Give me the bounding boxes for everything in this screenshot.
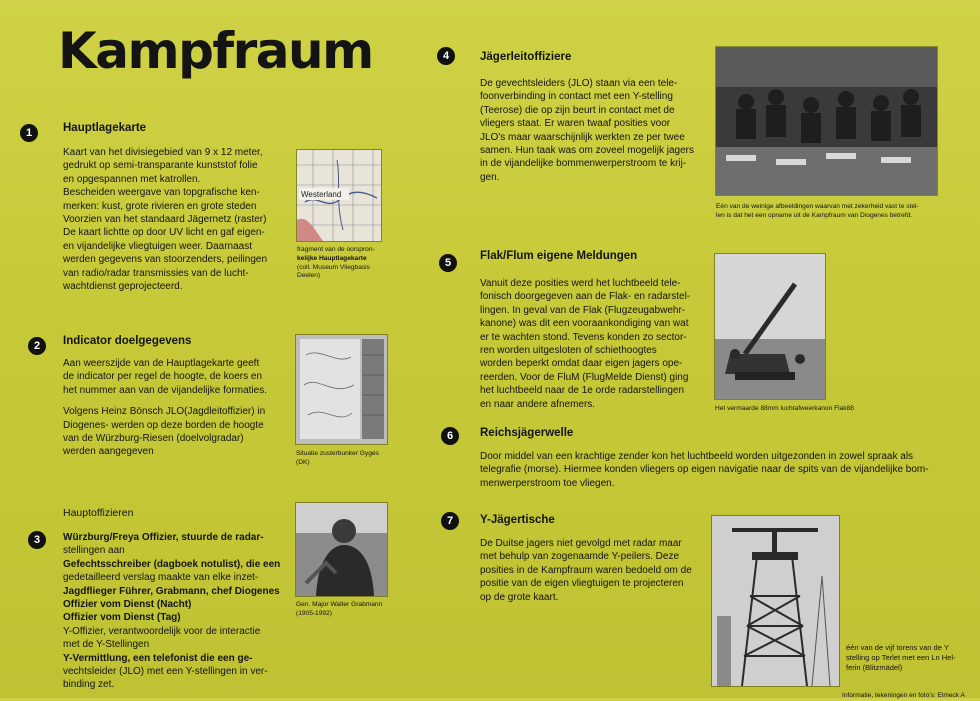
y-tower-photo — [712, 516, 839, 686]
caption-2: Situatie zusterbunker Gyges (DK) — [296, 450, 379, 466]
kampfraum-photo — [716, 47, 937, 195]
section-number-1: 1 — [20, 124, 38, 142]
section-text-1: Kaart van het divisiegebied van 9 x 12 meter, gedrukt op semi-transparante kunststof folie en opgespannen met katrollen. Bescheiden weergave van topgrafische ken- merken: kust, grote rivieren en grote steden Voorzien van het standaard Jägernetz (raster) De kaart lichtte op door UV licht en gaf eigen- en vijandelijke vliegtuigen weer. Daarnaast werden gegevens van stoorzenders, peilingen van radio/radar transmissies van de lucht- wachtdienst geprojecteerd. — [63, 147, 268, 293]
section-text-2: Aan weerszijde van de Hauptlagekarte geeft de indicator per regel de hoogte, de koers en het nummer aan van de vijandelijke formaties. Volgens Heinz Bönsch JLO(Jagdleitoffizier) in Diogenes- werden op deze borden de hoogte van de Würzburg-Riesen (doelvolgradar) werden aangegeven — [63, 358, 267, 458]
section-text-3: Würzburg/Freya Offizier, stuurde de radar- stellingen aan Gefechtsschreiber (dagboek notulist), die een gedetailleerd verslag maakte van elke inzet- Jagdflieger Führer, Grabmann, chef Diogenes Offizier vom Dienst (Nacht) Offizier vom Dienst (Tag) Y-Offizier, verantwoordelijk voor de interactie met de Y-Stellingen Y-Vermittlung, een telefonist die een ge- vechtsleider (JLO) met een Y-stellingen in ver- binding zet. — [63, 532, 281, 691]
section-number-7: 7 — [441, 512, 459, 530]
section-heading-5: Flak/Flum eigene Meldungen — [480, 250, 638, 262]
section-heading-2: Indicator doelgegevens — [63, 335, 192, 347]
section-number-3: 3 — [28, 531, 46, 549]
page-title: Kampfraum — [58, 22, 373, 80]
map-fragment-image — [297, 150, 381, 241]
section-text-5: Vanuit deze posities werd het luchtbeeld tele- fonisch doorgegeven aan de Flak- en radarstel- lingen. In geval van de Flak (Flugzeugabwehr- kanone) was dit een vooraankondiging van wat er te wachten stond. Tevens konden zo sector- ren worden uitgesloten of schiethoogtes worden beperkt omdat daar eigen jagers ope- reerden. Voor de FluM (FlugMelde Dienst) ging het luchtbeeld naar de 1e orde radarstellingen en naar andere afnemers. — [480, 278, 691, 410]
caption-5: Het vermaarde 88mm luchtafweerkanon Flak88 — [715, 405, 854, 412]
operations-room-image — [716, 47, 937, 195]
grabmann-photo — [296, 503, 387, 596]
section-text-4: De gevechtsleiders (JLO) staan via een tele- foonverbinding in contact met een Y-stelling (Teerose) die op zijn beurt in contact met de vliegers staat. Er waren twaaf posities voor JLO's maar waarschijnlijk werkten ze per twee samen. Hun taak was om zoveel mogelijk jagers in de vijandelijke bommenwerperstroom te krij- gen. — [480, 78, 694, 183]
section-number-6: 6 — [441, 427, 459, 445]
section-heading-7: Y-Jägertische — [480, 514, 555, 526]
flak88-photo — [715, 254, 825, 399]
bunker-map-image — [296, 335, 387, 444]
tower-image — [712, 516, 839, 686]
section-text-6: Door middel van een krachtige zender kon het luchtbeeld worden uitgezonden in zowel spraak als telegrafie (morse). Hiermee konden vliegers op eigen navigatie naar de spits van de vijandelijke bom- menwerperstroom toe vliegen. — [480, 451, 929, 489]
caption-4: Eén van de weinige afbeeldingen waarvan met zekerheid vast te stel- len is dat het een opname uit de Kampfraum van Diogenes betrefd. — [716, 203, 919, 219]
section-heading-6: Reichsjägerwelle — [480, 427, 574, 439]
indicator-photo — [296, 335, 387, 444]
section-heading-1: Hauptlagekarte — [63, 122, 147, 134]
section-text-7: De Duitse jagers niet gevolgd met radar maar met behulp van zogenaamde Y-peilers. Deze posities in de Kampfraum waren bedoeld om de positie van de eigen vliegtuigen te projecteren op de grote kaart. — [480, 538, 692, 603]
section-subheading-3: Hauptoffizieren — [63, 507, 134, 519]
caption-1: fragment van de oorspron- kelijke Hauptlagekarte (coll. Museum Vliegbasis Deelen) — [297, 246, 375, 280]
section-number-4: 4 — [437, 47, 455, 65]
caption-3: Gen. Major Walter Grabmann (1905-1992) — [296, 601, 383, 617]
footer-credits: Informatie, tekeningen en foto's: Elmeck A — [842, 692, 965, 699]
portrait-image — [296, 503, 387, 596]
flak-gun-image — [715, 254, 825, 399]
section-number-2: 2 — [28, 337, 46, 355]
hauptlagekarte-photo — [297, 150, 381, 241]
caption-7: één van de vijf torens van de Y stelling op Terlet met een Ln Hel- ferin (Blitzmädel) — [846, 643, 956, 672]
section-number-5: 5 — [439, 254, 457, 272]
section-heading-4: Jägerleitoffiziere — [480, 51, 572, 63]
svg-text:Westerland: Westerland — [301, 190, 342, 199]
